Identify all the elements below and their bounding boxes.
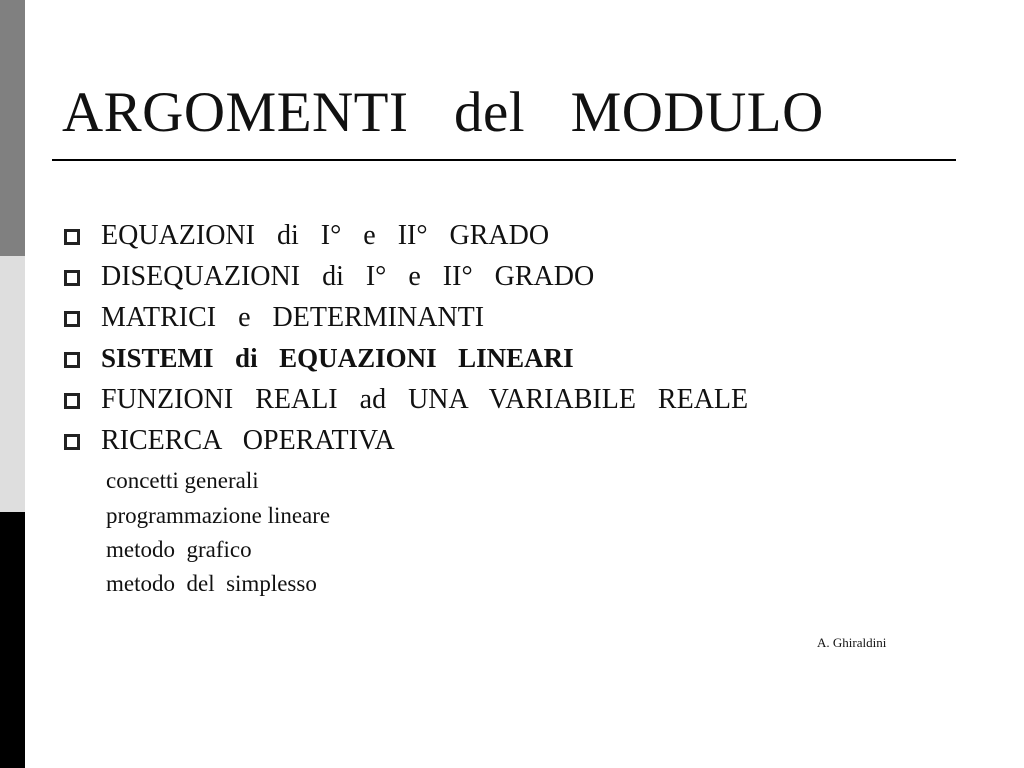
hollow-square-icon xyxy=(64,352,80,368)
title-underline xyxy=(52,159,956,161)
topic-item xyxy=(64,256,748,297)
topic-item xyxy=(64,215,748,256)
topic-label: FUNZIONI REALI ad UNA VARIABILE REALE xyxy=(101,383,749,415)
topic-list xyxy=(64,215,748,461)
topic-label: DISEQUAZIONI di I° e II° GRADO xyxy=(101,260,595,292)
subtopic-item: programmazione lineare xyxy=(106,503,331,528)
subtopic-item: concetti generali xyxy=(106,468,259,493)
slide-title: ARGOMENTI del MODULO xyxy=(62,81,824,144)
topic-label: RICERCA OPERATIVA xyxy=(101,424,395,456)
subtopic-item: metodo grafico xyxy=(106,537,252,562)
hollow-square-icon xyxy=(64,434,80,450)
topic-label: SISTEMI di EQUAZIONI LINEARI xyxy=(101,343,574,373)
subtopic-list xyxy=(106,464,330,601)
topic-item xyxy=(64,379,748,420)
topic-item xyxy=(64,420,748,461)
topic-item xyxy=(64,297,748,338)
side-bar-bottom xyxy=(0,512,25,768)
topic-label: MATRICI e DETERMINANTI xyxy=(101,301,485,333)
hollow-square-icon xyxy=(64,229,80,245)
hollow-square-icon xyxy=(64,270,80,286)
topic-item-current xyxy=(64,338,748,379)
side-bar-middle xyxy=(0,256,25,512)
side-bar-top xyxy=(0,0,25,256)
hollow-square-icon xyxy=(64,311,80,327)
subtopic-item: metodo del simplesso xyxy=(106,571,317,596)
author-credit: A. Ghiraldini xyxy=(817,635,887,650)
topic-label: EQUAZIONI di I° e II° GRADO xyxy=(101,219,550,251)
hollow-square-icon xyxy=(64,393,80,409)
